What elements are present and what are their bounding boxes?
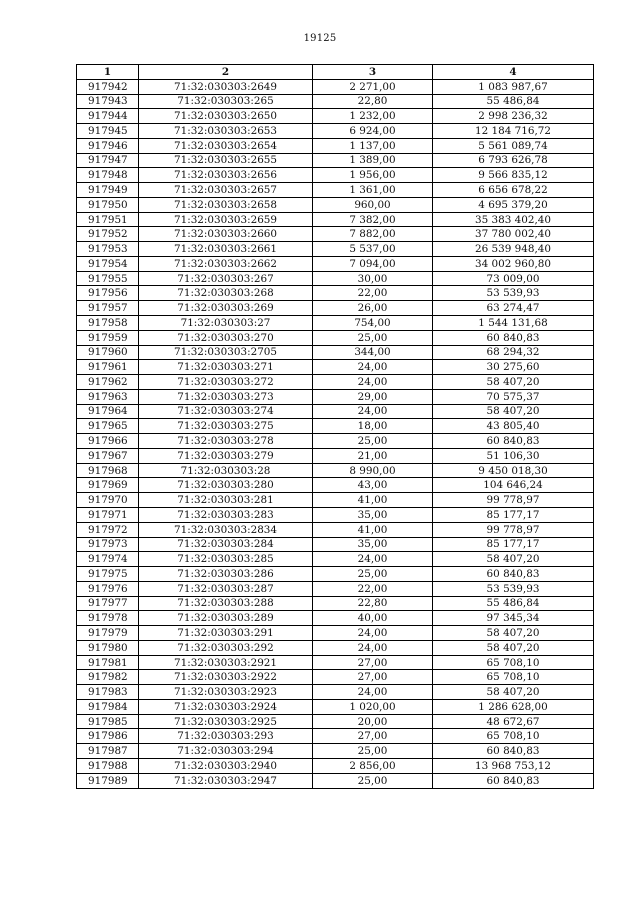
area-value: 22,00 (313, 581, 433, 596)
area-value: 8 990,00 (313, 463, 433, 478)
cadastral-value: 53 539,93 (433, 581, 594, 596)
cadastral-number: 71:32:030303:265 (139, 94, 313, 109)
area-value: 7 882,00 (313, 227, 433, 242)
cadastral-number: 71:32:030303:287 (139, 581, 313, 596)
row-number: 917961 (77, 360, 139, 375)
table-row (77, 301, 594, 316)
cadastral-value: 43 805,40 (433, 419, 594, 434)
page-number: 19125 (303, 33, 337, 44)
cadastral-value: 60 840,83 (433, 773, 594, 788)
row-number: 917975 (77, 567, 139, 582)
cadastral-value: 99 778,97 (433, 493, 594, 508)
area-value: 24,00 (313, 626, 433, 641)
cadastral-number: 71:32:030303:2659 (139, 212, 313, 227)
row-number: 917960 (77, 345, 139, 360)
area-value: 6 924,00 (313, 124, 433, 139)
table-row (77, 626, 594, 641)
cadastral-number: 71:32:030303:291 (139, 626, 313, 641)
area-value: 25,00 (313, 773, 433, 788)
area-value: 1 137,00 (313, 138, 433, 153)
cadastral-value: 34 002 960,80 (433, 256, 594, 271)
table-row (77, 242, 594, 257)
area-value: 754,00 (313, 316, 433, 331)
area-value: 5 537,00 (313, 242, 433, 257)
cadastral-value: 73 009,00 (433, 271, 594, 286)
cadastral-number: 71:32:030303:272 (139, 375, 313, 390)
cadastral-value: 2 998 236,32 (433, 109, 594, 124)
area-value: 7 382,00 (313, 212, 433, 227)
area-value: 24,00 (313, 552, 433, 567)
cadastral-number: 71:32:030303:2925 (139, 714, 313, 729)
row-number: 917976 (77, 581, 139, 596)
row-number: 917964 (77, 404, 139, 419)
area-value: 21,00 (313, 448, 433, 463)
cadastral-value: 65 708,10 (433, 729, 594, 744)
area-value: 24,00 (313, 404, 433, 419)
cadastral-value: 60 840,83 (433, 567, 594, 582)
row-number: 917945 (77, 124, 139, 139)
area-value: 30,00 (313, 271, 433, 286)
cadastral-number: 71:32:030303:289 (139, 611, 313, 626)
cadastral-value: 26 539 948,40 (433, 242, 594, 257)
table-row (77, 655, 594, 670)
cadastral-number: 71:32:030303:2656 (139, 168, 313, 183)
table-row (77, 109, 594, 124)
cadastral-number: 71:32:030303:288 (139, 596, 313, 611)
cadastral-number: 71:32:030303:293 (139, 729, 313, 744)
table-row (77, 552, 594, 567)
table-row (77, 404, 594, 419)
cadastral-value: 35 383 402,40 (433, 212, 594, 227)
table-row (77, 168, 594, 183)
area-value: 1 956,00 (313, 168, 433, 183)
area-value: 43,00 (313, 478, 433, 493)
table-row (77, 256, 594, 271)
cadastral-number: 71:32:030303:2661 (139, 242, 313, 257)
row-number: 917987 (77, 744, 139, 759)
header-col-3: 3 (313, 65, 433, 80)
cadastral-value: 58 407,20 (433, 375, 594, 390)
row-number: 917977 (77, 596, 139, 611)
cadastral-number: 71:32:030303:2921 (139, 655, 313, 670)
cadastral-value: 51 106,30 (433, 448, 594, 463)
cadastral-number: 71:32:030303:275 (139, 419, 313, 434)
table-row (77, 389, 594, 404)
row-number: 917952 (77, 227, 139, 242)
table-row (77, 227, 594, 242)
table-row (77, 360, 594, 375)
table-row (77, 729, 594, 744)
cadastral-value: 68 294,32 (433, 345, 594, 360)
row-number: 917983 (77, 685, 139, 700)
row-number: 917965 (77, 419, 139, 434)
row-number: 917966 (77, 434, 139, 449)
cadastral-number: 71:32:030303:2655 (139, 153, 313, 168)
cadastral-number: 71:32:030303:284 (139, 537, 313, 552)
table-row (77, 448, 594, 463)
cadastral-number: 71:32:030303:2657 (139, 183, 313, 198)
cadastral-number: 71:32:030303:2660 (139, 227, 313, 242)
row-number: 917979 (77, 626, 139, 641)
cadastral-value: 55 486,84 (433, 596, 594, 611)
table-row (77, 434, 594, 449)
cadastral-number: 71:32:030303:28 (139, 463, 313, 478)
header-row (77, 65, 594, 80)
table-row (77, 537, 594, 552)
cadastral-number: 71:32:030303:292 (139, 640, 313, 655)
table-row (77, 478, 594, 493)
cadastral-value: 1 083 987,67 (433, 79, 594, 94)
cadastral-number: 71:32:030303:2923 (139, 685, 313, 700)
area-value: 25,00 (313, 744, 433, 759)
area-value: 35,00 (313, 507, 433, 522)
row-number: 917986 (77, 729, 139, 744)
table-row (77, 212, 594, 227)
area-value: 1 020,00 (313, 699, 433, 714)
cadastral-value: 58 407,20 (433, 685, 594, 700)
cadastral-value: 97 345,34 (433, 611, 594, 626)
cadastral-number: 71:32:030303:2924 (139, 699, 313, 714)
cadastral-value: 65 708,10 (433, 655, 594, 670)
cadastral-number: 71:32:030303:270 (139, 330, 313, 345)
row-number: 917951 (77, 212, 139, 227)
row-number: 917970 (77, 493, 139, 508)
area-value: 2 271,00 (313, 79, 433, 94)
table-row (77, 744, 594, 759)
area-value: 7 094,00 (313, 256, 433, 271)
area-value: 27,00 (313, 729, 433, 744)
row-number: 917946 (77, 138, 139, 153)
row-number: 917981 (77, 655, 139, 670)
cadastral-number: 71:32:030303:279 (139, 448, 313, 463)
area-value: 26,00 (313, 301, 433, 316)
cadastral-value: 104 646,24 (433, 478, 594, 493)
area-value: 24,00 (313, 360, 433, 375)
table-row (77, 286, 594, 301)
area-value: 344,00 (313, 345, 433, 360)
cadastral-value: 9 566 835,12 (433, 168, 594, 183)
row-number: 917950 (77, 197, 139, 212)
cadastral-number: 71:32:030303:2834 (139, 522, 313, 537)
row-number: 917980 (77, 640, 139, 655)
area-value: 41,00 (313, 522, 433, 537)
table-header (77, 65, 594, 80)
table-row (77, 611, 594, 626)
area-value: 25,00 (313, 567, 433, 582)
row-number: 917943 (77, 94, 139, 109)
area-value: 35,00 (313, 537, 433, 552)
row-number: 917949 (77, 183, 139, 198)
row-number: 917957 (77, 301, 139, 316)
cadastral-number: 71:32:030303:273 (139, 389, 313, 404)
cadastral-number: 71:32:030303:2705 (139, 345, 313, 360)
cadastral-value: 58 407,20 (433, 552, 594, 567)
area-value: 20,00 (313, 714, 433, 729)
header-col-2: 2 (139, 65, 313, 80)
row-number: 917969 (77, 478, 139, 493)
cadastral-value: 4 695 379,20 (433, 197, 594, 212)
row-number: 917978 (77, 611, 139, 626)
cadastral-value: 58 407,20 (433, 404, 594, 419)
cadastral-value: 85 177,17 (433, 507, 594, 522)
table-row (77, 581, 594, 596)
cadastral-value: 70 575,37 (433, 389, 594, 404)
row-number: 917989 (77, 773, 139, 788)
cadastral-value: 60 840,83 (433, 744, 594, 759)
area-value: 22,80 (313, 94, 433, 109)
row-number: 917972 (77, 522, 139, 537)
table-body (77, 79, 594, 788)
header-col-1: 1 (77, 65, 139, 80)
area-value: 25,00 (313, 434, 433, 449)
table-row (77, 670, 594, 685)
area-value: 22,00 (313, 286, 433, 301)
cadastral-number: 71:32:030303:280 (139, 478, 313, 493)
cadastral-number: 71:32:030303:27 (139, 316, 313, 331)
cadastral-number: 71:32:030303:2649 (139, 79, 313, 94)
cadastral-number: 71:32:030303:2947 (139, 773, 313, 788)
cadastral-value: 1 286 628,00 (433, 699, 594, 714)
cadastral-number: 71:32:030303:2653 (139, 124, 313, 139)
cadastral-number: 71:32:030303:2650 (139, 109, 313, 124)
cadastral-value: 5 561 089,74 (433, 138, 594, 153)
area-value: 27,00 (313, 670, 433, 685)
cadastral-value: 60 840,83 (433, 330, 594, 345)
cadastral-value: 12 184 716,72 (433, 124, 594, 139)
cadastral-value: 55 486,84 (433, 94, 594, 109)
area-value: 2 856,00 (313, 758, 433, 773)
row-number: 917956 (77, 286, 139, 301)
cadastral-value: 85 177,17 (433, 537, 594, 552)
cadastral-number: 71:32:030303:269 (139, 301, 313, 316)
cadastral-value: 9 450 018,30 (433, 463, 594, 478)
area-value: 1 361,00 (313, 183, 433, 198)
cadastral-number: 71:32:030303:281 (139, 493, 313, 508)
cadastral-table (76, 64, 594, 789)
table-row (77, 316, 594, 331)
cadastral-value: 53 539,93 (433, 286, 594, 301)
row-number: 917971 (77, 507, 139, 522)
table-row (77, 153, 594, 168)
cadastral-number: 71:32:030303:283 (139, 507, 313, 522)
cadastral-value: 6 656 678,22 (433, 183, 594, 198)
table-row (77, 493, 594, 508)
table-row (77, 714, 594, 729)
area-value: 41,00 (313, 493, 433, 508)
table-row (77, 463, 594, 478)
row-number: 917954 (77, 256, 139, 271)
table-row (77, 183, 594, 198)
cadastral-value: 37 780 002,40 (433, 227, 594, 242)
cadastral-value: 30 275,60 (433, 360, 594, 375)
table-row (77, 640, 594, 655)
table-row (77, 699, 594, 714)
cadastral-value: 13 968 753,12 (433, 758, 594, 773)
row-number: 917948 (77, 168, 139, 183)
cadastral-number: 71:32:030303:285 (139, 552, 313, 567)
row-number: 917963 (77, 389, 139, 404)
area-value: 24,00 (313, 375, 433, 390)
table-row (77, 522, 594, 537)
table-row (77, 685, 594, 700)
cadastral-value: 58 407,20 (433, 640, 594, 655)
cadastral-value: 58 407,20 (433, 626, 594, 641)
area-value: 27,00 (313, 655, 433, 670)
cadastral-number: 71:32:030303:278 (139, 434, 313, 449)
table-row (77, 345, 594, 360)
table-row (77, 567, 594, 582)
row-number: 917968 (77, 463, 139, 478)
row-number: 917947 (77, 153, 139, 168)
area-value: 18,00 (313, 419, 433, 434)
cadastral-value: 63 274,47 (433, 301, 594, 316)
row-number: 917955 (77, 271, 139, 286)
table-row (77, 330, 594, 345)
cadastral-number: 71:32:030303:267 (139, 271, 313, 286)
table-row (77, 758, 594, 773)
table-row (77, 124, 594, 139)
area-value: 25,00 (313, 330, 433, 345)
table-row (77, 419, 594, 434)
cadastral-value: 60 840,83 (433, 434, 594, 449)
table-row (77, 375, 594, 390)
table-row (77, 94, 594, 109)
table-row (77, 271, 594, 286)
area-value: 1 232,00 (313, 109, 433, 124)
table-row (77, 79, 594, 94)
row-number: 917958 (77, 316, 139, 331)
row-number: 917953 (77, 242, 139, 257)
row-number: 917944 (77, 109, 139, 124)
row-number: 917982 (77, 670, 139, 685)
table-row (77, 773, 594, 788)
cadastral-number: 71:32:030303:2940 (139, 758, 313, 773)
row-number: 917974 (77, 552, 139, 567)
cadastral-value: 65 708,10 (433, 670, 594, 685)
cadastral-number: 71:32:030303:286 (139, 567, 313, 582)
cadastral-number: 71:32:030303:2662 (139, 256, 313, 271)
cadastral-value: 6 793 626,78 (433, 153, 594, 168)
row-number: 917985 (77, 714, 139, 729)
row-number: 917967 (77, 448, 139, 463)
table-row (77, 596, 594, 611)
cadastral-number: 71:32:030303:294 (139, 744, 313, 759)
cadastral-number: 71:32:030303:2658 (139, 197, 313, 212)
row-number: 917988 (77, 758, 139, 773)
table-row (77, 507, 594, 522)
table-row (77, 138, 594, 153)
cadastral-value: 1 544 131,68 (433, 316, 594, 331)
cadastral-value: 99 778,97 (433, 522, 594, 537)
area-value: 1 389,00 (313, 153, 433, 168)
area-value: 960,00 (313, 197, 433, 212)
row-number: 917984 (77, 699, 139, 714)
cadastral-number: 71:32:030303:2922 (139, 670, 313, 685)
area-value: 22,80 (313, 596, 433, 611)
area-value: 24,00 (313, 640, 433, 655)
area-value: 24,00 (313, 685, 433, 700)
cadastral-number: 71:32:030303:268 (139, 286, 313, 301)
area-value: 29,00 (313, 389, 433, 404)
cadastral-number: 71:32:030303:271 (139, 360, 313, 375)
header-col-4: 4 (433, 65, 594, 80)
cadastral-number: 71:32:030303:274 (139, 404, 313, 419)
table-row (77, 197, 594, 212)
row-number: 917959 (77, 330, 139, 345)
area-value: 40,00 (313, 611, 433, 626)
row-number: 917962 (77, 375, 139, 390)
row-number: 917942 (77, 79, 139, 94)
cadastral-number: 71:32:030303:2654 (139, 138, 313, 153)
cadastral-value: 48 672,67 (433, 714, 594, 729)
row-number: 917973 (77, 537, 139, 552)
